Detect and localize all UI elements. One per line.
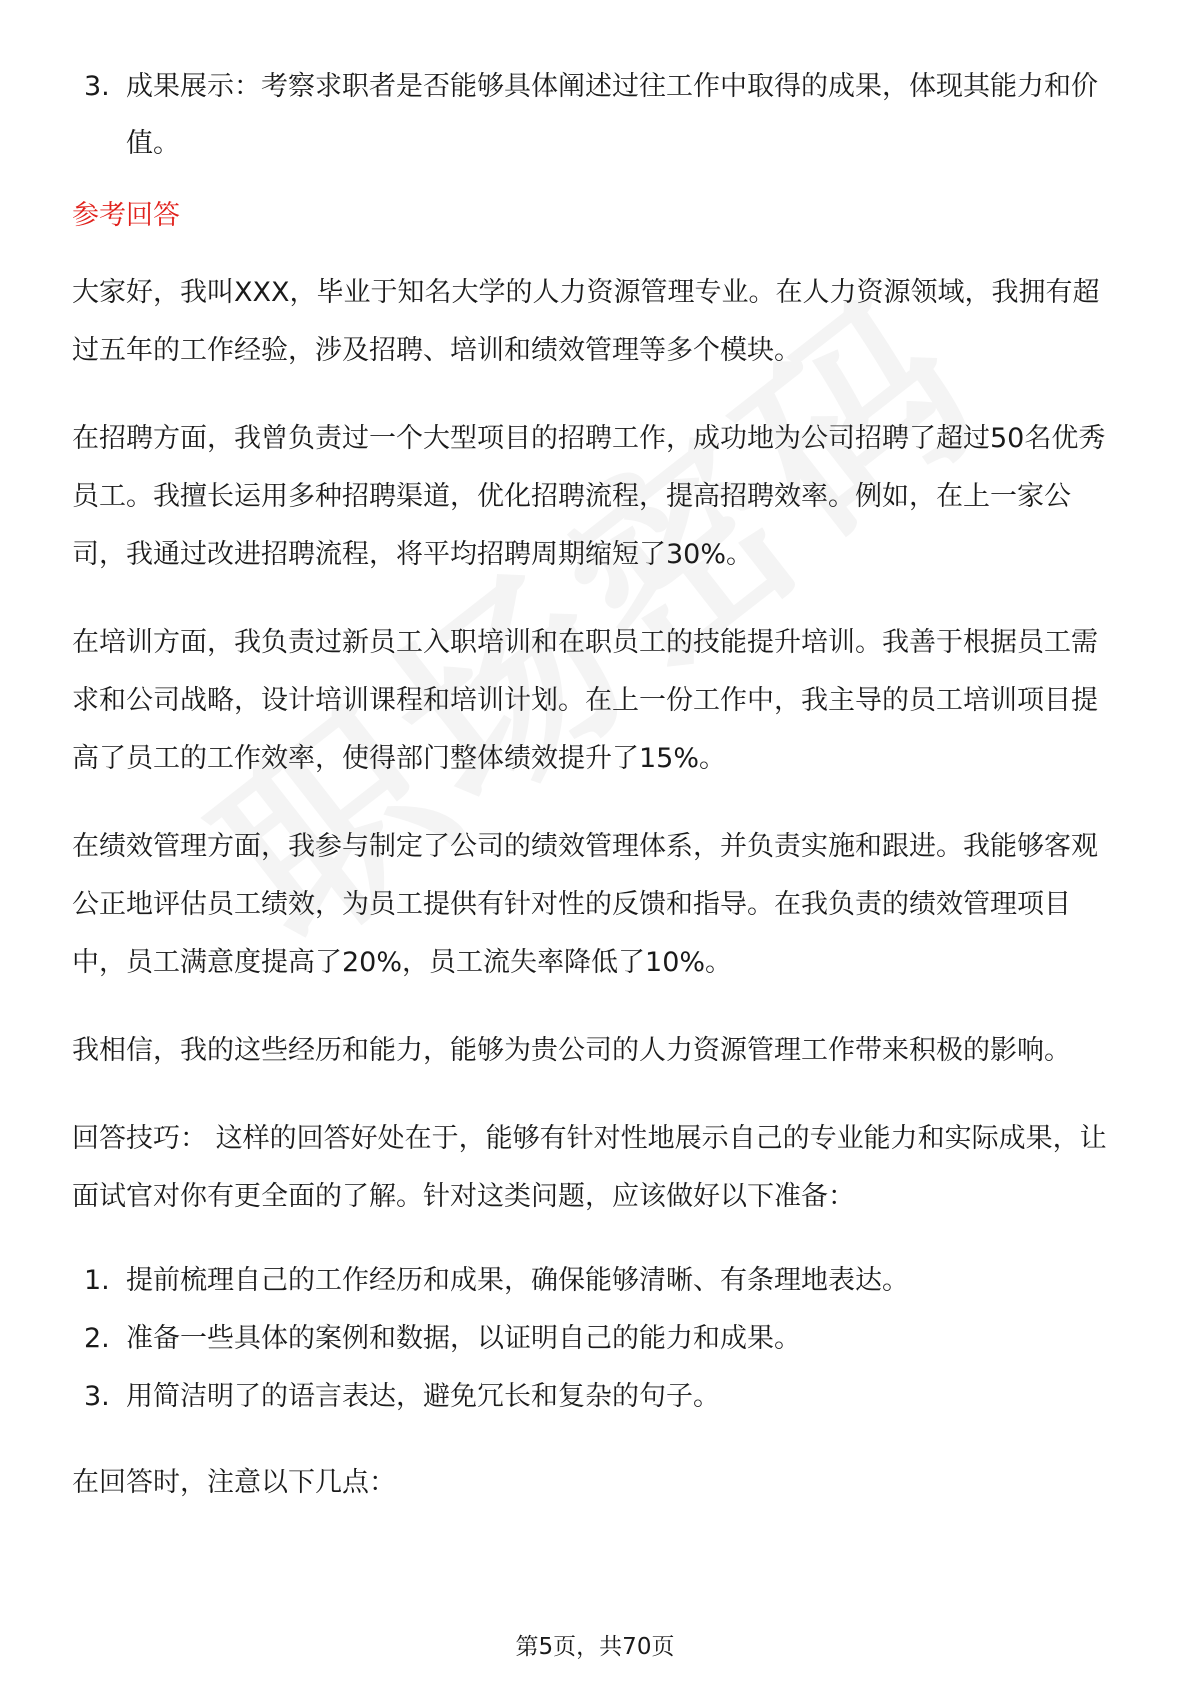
page-number: 第5页，共70页 [515,1634,675,1660]
list-item [72,1368,1122,1426]
paragraph-training: 在培训方面，我负责过新员工入职培训和在职员工的技能提升培训。我善于根据员工需求和公司战略，设计培训课程和培训计划。在上一份工作中，我主导的员工培训项目提高了员工的工作效率，使得部门整体绩效提升了15%。 [72,627,1098,774]
list-item-text: 用简洁明了的语言表达，避免冗长和复杂的句子。 [126,1381,720,1412]
list-item-number: 3. [84,71,110,102]
section-title: 参考回答 [72,200,180,231]
list-item-number: 2. [84,1323,110,1354]
page-content [72,58,1122,1542]
list-item-text: 提前梳理自己的工作经历和成果，确保能够清晰、有条理地表达。 [126,1265,909,1296]
paragraph-intro: 大家好，我叫XXX，毕业于知名大学的人力资源管理专业。在人力资源领域，我拥有超过五年的工作经验，涉及招聘、培训和绩效管理等多个模块。 [72,277,1100,366]
tips-list [72,1252,1122,1426]
list-item [72,58,1122,172]
list-item [72,1252,1122,1310]
paragraph-recruiting: 在招聘方面，我曾负责过一个大型项目的招聘工作，成功地为公司招聘了超过50名优秀员工。我擅长运用多种招聘渠道，优化招聘流程，提高招聘效率。例如，在上一家公司，我通过改进招聘流程，将平均招聘周期缩短了30%。 [72,423,1106,570]
paragraph-performance: 在绩效管理方面，我参与制定了公司的绩效管理体系，并负责实施和跟进。我能够客观公正地评估员工绩效，为员工提供有针对性的反馈和指导。在我负责的绩效管理项目中，员工满意度提高了20%，员工流失率降低了10%。 [72,831,1098,978]
list-item [72,1310,1122,1368]
intro-list [72,58,1122,172]
list-item-text: 成果展示：考察求职者是否能够具体阐述过往工作中取得的成果，体现其能力和价值。 [126,71,1098,159]
paragraph-closing: 在回答时，注意以下几点： [72,1467,396,1498]
list-item-text: 准备一些具体的案例和数据，以证明自己的能力和成果。 [126,1323,801,1354]
list-item-number: 3. [84,1381,110,1412]
paragraph-tips: 回答技巧： 这样的回答好处在于，能够有针对性地展示自己的专业能力和实际成果，让面试官对你有更全面的了解。针对这类问题，应该做好以下准备： [72,1123,1107,1212]
paragraph-conclusion: 我相信，我的这些经历和能力，能够为贵公司的人力资源管理工作带来积极的影响。 [72,1035,1071,1066]
list-item-number: 1. [84,1265,110,1296]
